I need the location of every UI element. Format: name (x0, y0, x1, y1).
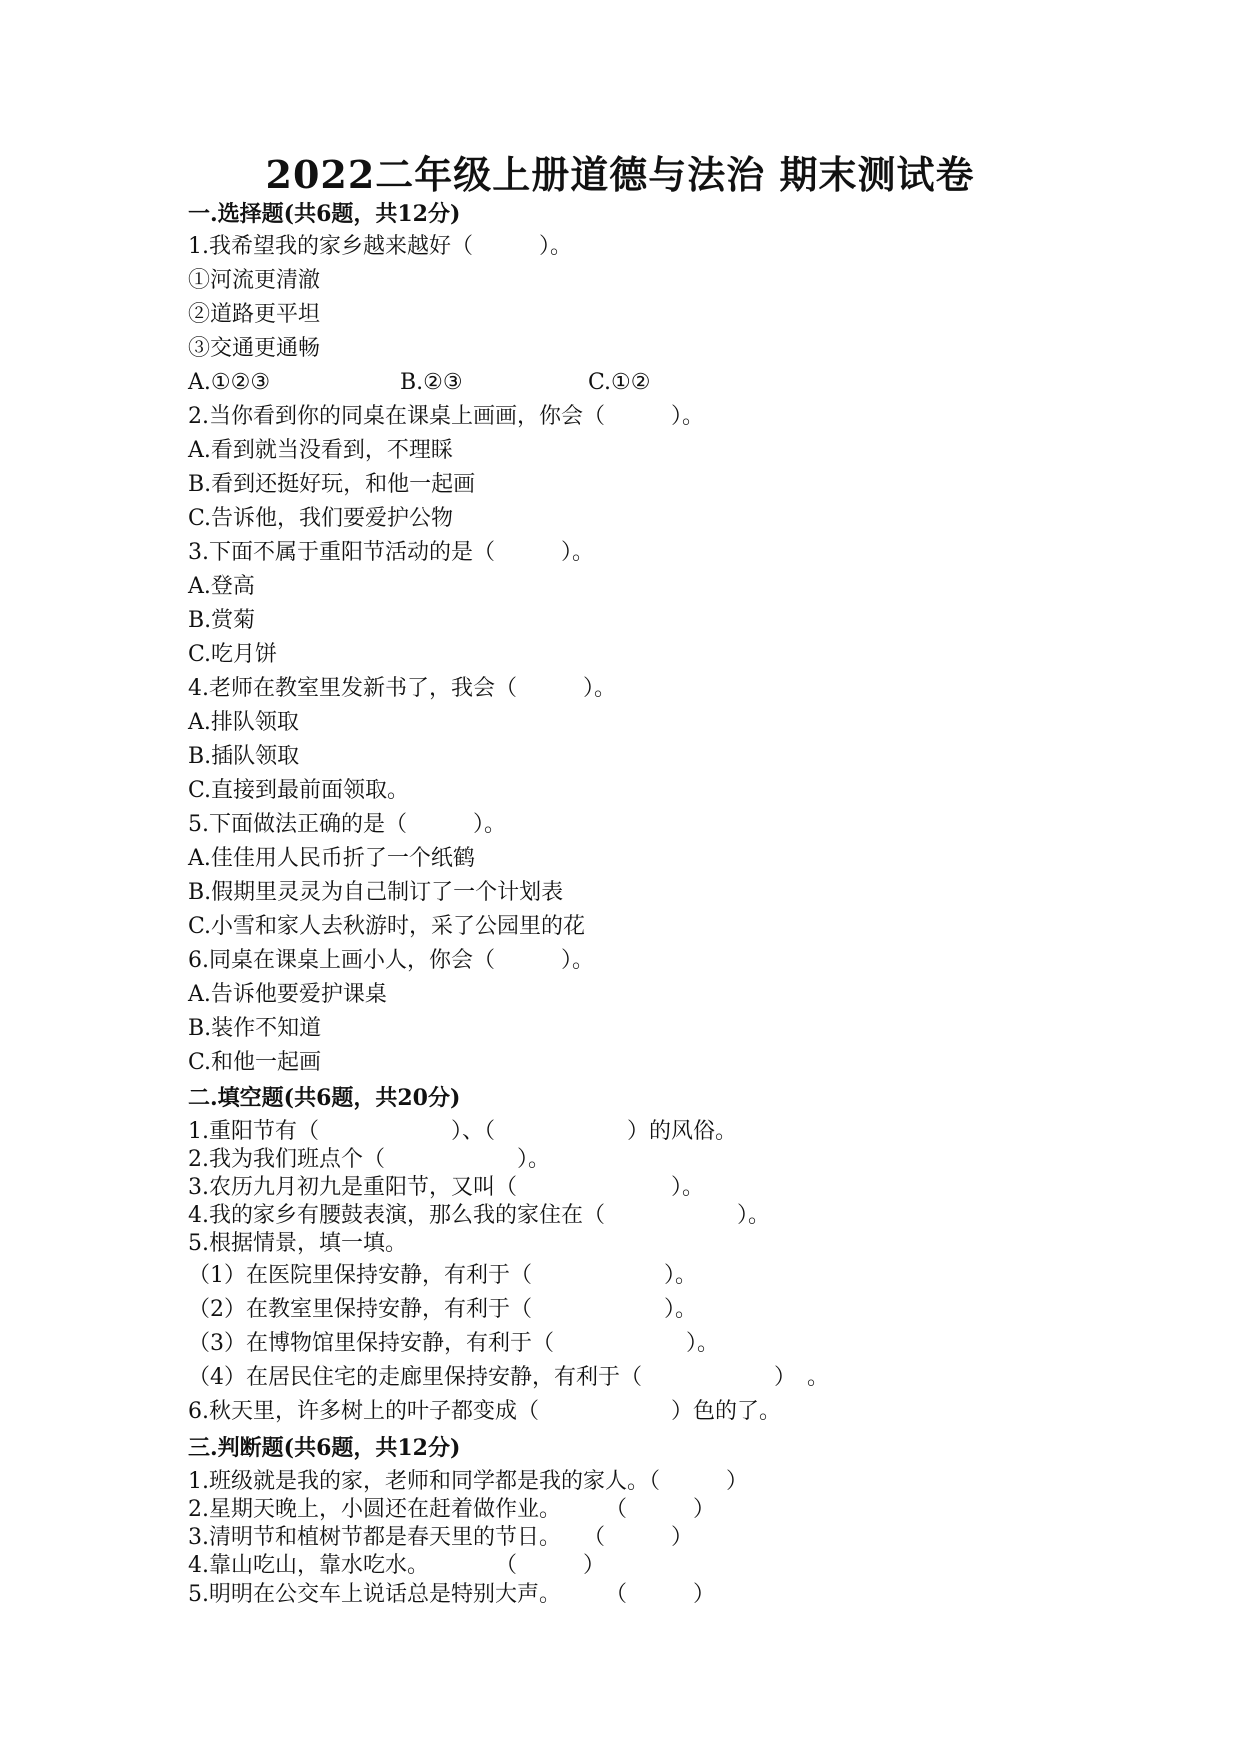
option-c: C.和他一起画 (188, 1050, 322, 1075)
question-1: 1.我希望我的家乡越来越好（ ）。 (188, 234, 572, 259)
fill-question: 2.我为我们班点个（ ）。 (188, 1147, 550, 1172)
option-c: C.直接到最前面领取。 (188, 778, 410, 803)
section-heading-judge: 三.判断题(共6题，共12分) (188, 1435, 461, 1461)
option-c: C.①② (588, 370, 651, 395)
option-b: B.②③ (400, 370, 463, 395)
judge-question: 4.靠山吃山，靠水吃水。 （ ） (188, 1553, 605, 1578)
fill-question: 5.根据情景，填一填。 (188, 1231, 407, 1256)
option-a: A.佳佳用人民币折了一个纸鹤 (188, 846, 475, 871)
option-a: A.登高 (188, 574, 255, 599)
option-b: B.装作不知道 (188, 1016, 322, 1041)
judge-question: 1.班级就是我的家，老师和同学都是我的家人。（ ） (188, 1469, 748, 1494)
question-4: 4.老师在教室里发新书了，我会（ ）。 (188, 676, 616, 701)
fill-subquestion: （3）在博物馆里保持安静，有利于（ ）。 (188, 1331, 719, 1356)
question-1-item: ①河流更清澈 (188, 268, 321, 293)
fill-subquestion: （2）在教室里保持安静，有利于（ ）。 (188, 1297, 697, 1322)
option-b: B.假期里灵灵为自己制订了一个计划表 (188, 880, 564, 905)
judge-question: 2.星期天晚上，小圆还在赶着做作业。 （ ） (188, 1497, 715, 1522)
question-2: 2.当你看到你的同桌在课桌上画画，你会（ ）。 (188, 404, 704, 429)
option-a: A.排队领取 (188, 710, 299, 735)
option-a: A.看到就当没看到，不理睬 (188, 438, 453, 463)
section-heading-choice: 一.选择题(共6题，共12分) (188, 201, 461, 227)
option-b: B.插队领取 (188, 744, 300, 769)
section-heading-fill: 二.填空题(共6题，共20分) (188, 1085, 461, 1111)
question-3: 3.下面不属于重阳节活动的是（ ）。 (188, 540, 594, 565)
fill-subquestion: （1）在医院里保持安静，有利于（ ）。 (188, 1263, 697, 1288)
question-5: 5.下面做法正确的是（ ）。 (188, 812, 506, 837)
fill-question: 4.我的家乡有腰鼓表演，那么我的家住在（ ）。 (188, 1203, 770, 1228)
question-1-item: ③交通更通畅 (188, 336, 321, 361)
fill-question: 3.农历九月初九是重阳节，又叫（ ）。 (188, 1175, 704, 1200)
fill-question: 6.秋天里，许多树上的叶子都变成（ ）色的了。 (188, 1399, 781, 1424)
judge-question: 5.明明在公交车上说话总是特别大声。 （ ） (188, 1582, 715, 1607)
judge-question: 3.清明节和植树节都是春天里的节日。 （ ） (188, 1525, 693, 1550)
option-b: B.赏菊 (188, 608, 256, 633)
option-b: B.看到还挺好玩，和他一起画 (188, 472, 476, 497)
option-c: C.告诉他，我们要爱护公物 (188, 506, 454, 531)
option-a: A.告诉他要爱护课桌 (188, 982, 387, 1007)
fill-subquestion: （4）在居民住宅的走廊里保持安静，有利于（ ） 。 (188, 1365, 829, 1390)
question-1-item: ②道路更平坦 (188, 302, 321, 327)
question-1-options (188, 368, 888, 398)
option-c: C.小雪和家人去秋游时，采了公园里的花 (188, 914, 586, 939)
question-6: 6.同桌在课桌上画小人，你会（ ）。 (188, 948, 594, 973)
fill-question: 1.重阳节有（ ）、（ ）的风俗。 (188, 1119, 737, 1144)
option-a: A.①②③ (188, 370, 271, 395)
option-c: C.吃月饼 (188, 642, 278, 667)
page-title: 2022二年级上册道德与法治 期末测试卷 (265, 152, 975, 197)
